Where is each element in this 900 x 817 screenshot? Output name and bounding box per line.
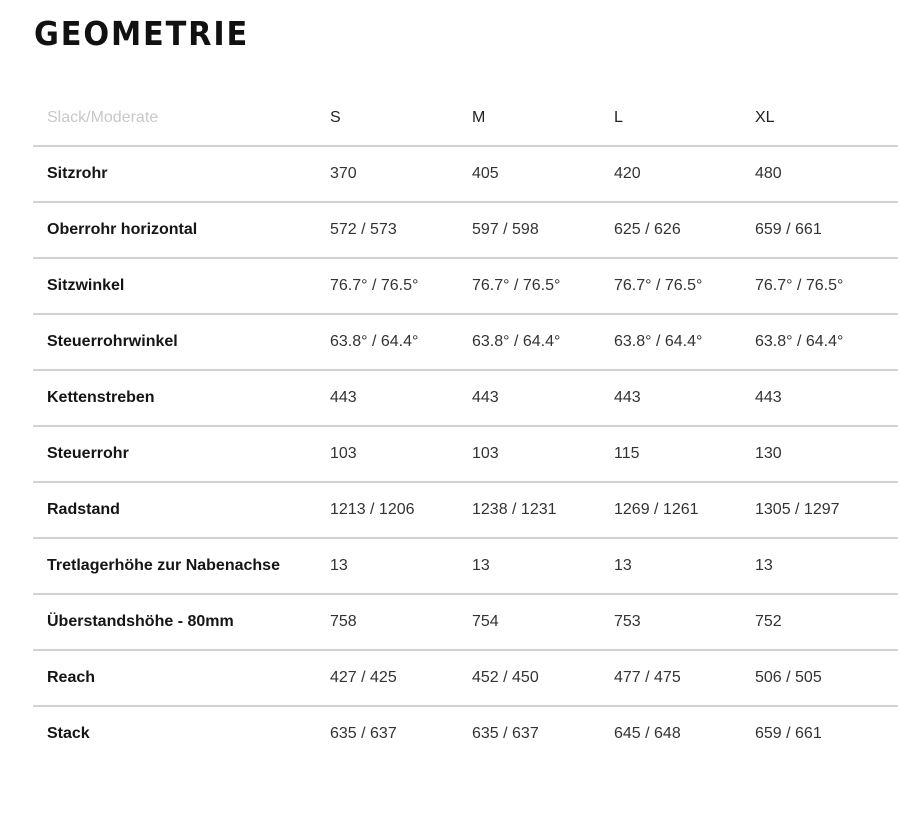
cell-value: 76.7° / 76.5° <box>614 258 755 314</box>
cell-value: 477 / 475 <box>614 650 755 706</box>
table-row <box>33 650 898 706</box>
row-label: Oberrohr horizontal <box>33 202 330 258</box>
table-body <box>33 146 898 761</box>
cell-value: 752 <box>755 594 898 650</box>
cell-value: 103 <box>330 426 472 482</box>
cell-value: 758 <box>330 594 472 650</box>
cell-value: 76.7° / 76.5° <box>755 258 898 314</box>
cell-value: 13 <box>614 538 755 594</box>
cell-value: 645 / 648 <box>614 706 755 761</box>
table-row <box>33 482 898 538</box>
row-label: Tretlagerhöhe zur Nabenachse <box>33 538 330 594</box>
row-label: Stack <box>33 706 330 761</box>
cell-value: 63.8° / 64.4° <box>614 314 755 370</box>
table-row <box>33 538 898 594</box>
cell-value: 753 <box>614 594 755 650</box>
table-row <box>33 370 898 426</box>
cell-value: 13 <box>755 538 898 594</box>
cell-value: 130 <box>755 426 898 482</box>
cell-value: 443 <box>614 370 755 426</box>
cell-value: 1213 / 1206 <box>330 482 472 538</box>
row-label: Reach <box>33 650 330 706</box>
cell-value: 63.8° / 64.4° <box>330 314 472 370</box>
cell-value: 13 <box>330 538 472 594</box>
row-label: Sitzwinkel <box>33 258 330 314</box>
table-row <box>33 146 898 202</box>
cell-value: 659 / 661 <box>755 706 898 761</box>
cell-value: 115 <box>614 426 755 482</box>
table-row <box>33 594 898 650</box>
cell-value: 427 / 425 <box>330 650 472 706</box>
page-title: GEOMETRIE <box>34 14 250 53</box>
cell-value: 480 <box>755 146 898 202</box>
cell-value: 659 / 661 <box>755 202 898 258</box>
cell-value: 1305 / 1297 <box>755 482 898 538</box>
size-header-l: L <box>614 108 623 126</box>
cell-value: 103 <box>472 426 614 482</box>
size-header-m: M <box>472 108 486 126</box>
cell-value: 76.7° / 76.5° <box>330 258 472 314</box>
row-label: Kettenstreben <box>33 370 330 426</box>
cell-value: 370 <box>330 146 472 202</box>
cell-value: 63.8° / 64.4° <box>472 314 614 370</box>
cell-value: 572 / 573 <box>330 202 472 258</box>
cell-value: 76.7° / 76.5° <box>472 258 614 314</box>
table-row <box>33 258 898 314</box>
geometry-table <box>33 90 898 761</box>
cell-value: 443 <box>472 370 614 426</box>
cell-value: 63.8° / 64.4° <box>755 314 898 370</box>
table-row <box>33 314 898 370</box>
cell-value: 405 <box>472 146 614 202</box>
row-label: Steuerrohrwinkel <box>33 314 330 370</box>
cell-value: 625 / 626 <box>614 202 755 258</box>
cell-value: 1269 / 1261 <box>614 482 755 538</box>
cell-value: 635 / 637 <box>330 706 472 761</box>
row-label: Steuerrohr <box>33 426 330 482</box>
table-row <box>33 706 898 761</box>
cell-value: 452 / 450 <box>472 650 614 706</box>
size-header-s: S <box>330 108 341 126</box>
cell-value: 635 / 637 <box>472 706 614 761</box>
table-header-row <box>33 90 898 146</box>
cell-value: 420 <box>614 146 755 202</box>
cell-value: 754 <box>472 594 614 650</box>
cell-value: 1238 / 1231 <box>472 482 614 538</box>
size-header-xl: XL <box>755 108 775 126</box>
table-row <box>33 202 898 258</box>
cell-value: 13 <box>472 538 614 594</box>
row-label: Sitzrohr <box>33 146 330 202</box>
row-label: Radstand <box>33 482 330 538</box>
cell-value: 443 <box>330 370 472 426</box>
geometry-variant-label: Slack/Moderate <box>47 108 159 126</box>
cell-value: 506 / 505 <box>755 650 898 706</box>
cell-value: 443 <box>755 370 898 426</box>
cell-value: 597 / 598 <box>472 202 614 258</box>
row-label: Überstandshöhe - 80mm <box>33 594 330 650</box>
table-row <box>33 426 898 482</box>
